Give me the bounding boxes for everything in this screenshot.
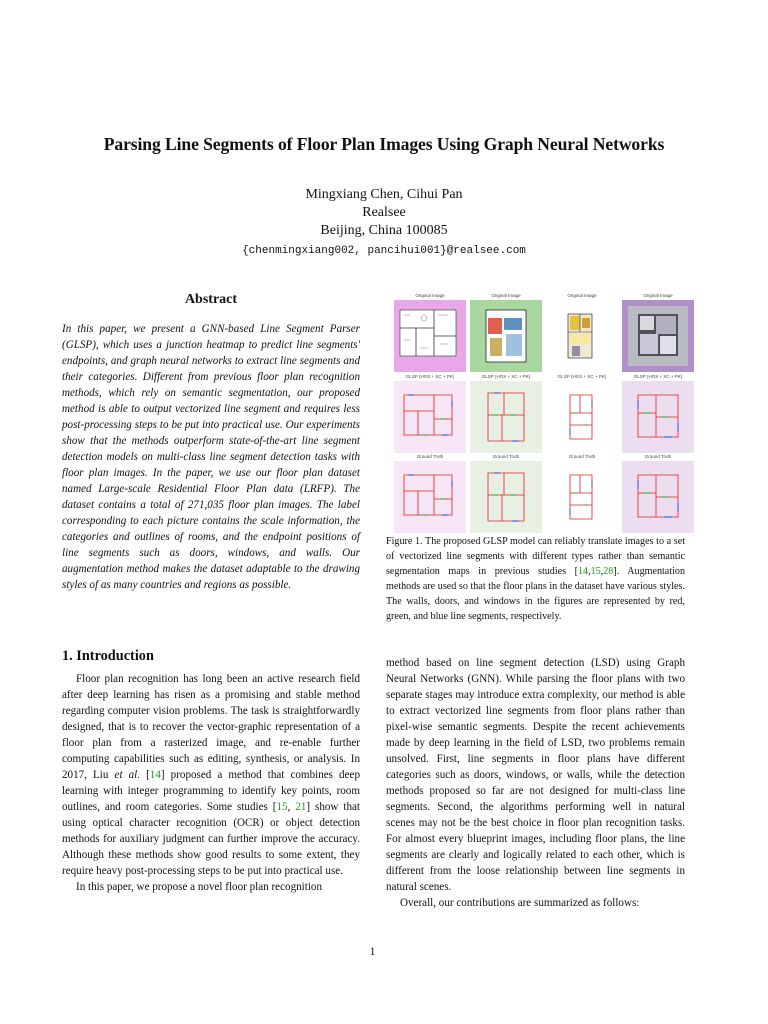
intro-paragraph-3: method based on line segment detection (LSD) using Graph Neural Networks (GNN). While parsing the floor plans with two separate stages may introduce extra complexity, our method is able to extract vectorized line segments from floor plans rather than pixel-wise semantic segments. Despite the recent achievements made by deep learning in the field of LSD, two problems remain unsolved. First, line segments in floor plans have different categories such as doors, windows, or walls, while the detection methods proposed so far are not designed for multi-class line segments. Second, the algorithms performing well in natural scenes may not be the best choice in floor plan recognition tasks. For almost every blueprint images, including floor plans, the line segments are clearly and logically related to each other, which is different from the loose relationship between line segments in natural scenes. bbox=[386, 657, 685, 893]
row-label: Original Image bbox=[567, 293, 597, 298]
original-image-3 bbox=[546, 293, 618, 372]
row-label: Ground Truth bbox=[644, 454, 672, 459]
ground-truth-panel-4 bbox=[622, 454, 694, 533]
intro-text: Floor plan recognition has long been an active research field after deep learning has risen as a promising and stable method regarding computer vision problems. The task is straightforwardly designed, that is to recover the vector-graphic representation of a floor plan from a rasterized image, and re-enable further computing capabilities such as editing, synthesis, or analysis. In 2017, Liu bbox=[62, 673, 360, 781]
intro-right-column bbox=[386, 655, 685, 911]
citation-link[interactable]: 15 bbox=[276, 801, 288, 813]
row-label: Original Image bbox=[491, 293, 521, 298]
page-number: 1 bbox=[369, 946, 376, 958]
citation-link[interactable]: 28 bbox=[603, 566, 614, 577]
original-image-2 bbox=[470, 293, 542, 372]
ground-truth-panel-3 bbox=[546, 454, 618, 533]
location: Beijing, China 100085 bbox=[320, 223, 448, 238]
authors: Mingxiang Chen, Cihui Pan bbox=[305, 187, 463, 202]
row-label: Original Image bbox=[415, 293, 445, 298]
row-label: Ground Truth bbox=[492, 454, 520, 459]
row-label: Ground Truth bbox=[416, 454, 444, 459]
email-line bbox=[0, 241, 768, 260]
figure-caption bbox=[386, 534, 685, 624]
caption-sep: , bbox=[600, 566, 604, 577]
intro-paragraph-1 bbox=[62, 671, 360, 879]
intro-paragraph-2: In this paper, we propose a novel floor plan recognition bbox=[76, 881, 323, 893]
prediction-panel-4 bbox=[622, 374, 694, 453]
original-image-4 bbox=[622, 293, 694, 372]
citation-link[interactable]: 14 bbox=[578, 566, 589, 577]
row-label: GLSP (HGS + SC + PK) bbox=[557, 374, 607, 379]
original-image-1 bbox=[394, 293, 466, 372]
ground-truth-panel-1 bbox=[394, 454, 466, 533]
row-label: GLSP (HGS + SC + PK) bbox=[481, 374, 531, 379]
figure-1 bbox=[394, 290, 694, 524]
intro-text: , bbox=[287, 801, 296, 813]
email: {chenmingxiang002, pancihui001}@realsee.com bbox=[242, 245, 526, 257]
row-label: Original Image bbox=[643, 293, 673, 298]
citation-link[interactable]: 15 bbox=[590, 566, 601, 577]
affiliation: Realsee bbox=[362, 205, 406, 220]
caption-text: Figure 1. The proposed GLSP model can reliably translate images to a set of vectorized line segments with different types rather than semantic segmentation maps in previous studies [ bbox=[386, 536, 685, 577]
prediction-panel-2 bbox=[470, 374, 542, 453]
intro-text: ] show that using optical character recognition (OCR) or object detection methods for auxiliary judgment can further improve the accuracy. Although these methods show good results to some extent, they require heavy post-processing steps to be put into practical use. bbox=[62, 801, 360, 877]
row-label: GLSP (HGS + SC + PK) bbox=[405, 374, 455, 379]
intro-text: ] proposed a method that combines deep learning with integer programming to identify key points, room outlines, and room categories. Some studies [ bbox=[62, 769, 360, 813]
row-label: GLSP (HGS + SC + PK) bbox=[633, 374, 683, 379]
caption-text: ]. Augmentation methods are used so that the floor plans in the dataset have various styles. The walls, doors, and windows in the figures are represented by red, green, and blue line segments, respectively. bbox=[386, 566, 685, 622]
intro-paragraph-4: Overall, our contributions are summarized as follows: bbox=[400, 897, 640, 909]
caption-sep: , bbox=[588, 566, 591, 577]
abstract-text: In this paper, we present a GNN-based Line Segment Parser (GLSP), which uses a junction heatmap to predict line segments' endpoints, and graph neural networks to extract line segments and their categories. Different from previous floor plan recognition methods, which rely on semantic segmentation, our proposed method is able to output vectorized line segment and requires less post-processing steps to be put into practical use. Our experiments show that the methods outperform state-of-the-art line segment detection models on multi-class line segment detection tasks with floor plan images. In the paper, we use our floor plan dataset named Large-scale Residential Floor Plan data (LRFP). The dataset contains a total of 271,035 floor plan images. The label corresponding to each picture contains the scale information, the categories and outlines of rooms, and the endpoint positions of line segments such as doors, windows, and walls. Our augmentation method makes the dataset adaptable to the drawing styles of as many countries and regions as possible. bbox=[62, 323, 360, 591]
citation-link[interactable]: 14 bbox=[149, 769, 161, 781]
intro-left-column bbox=[62, 671, 360, 895]
intro-text: et al. bbox=[114, 769, 141, 781]
intro-text: [ bbox=[140, 769, 150, 781]
abstract-heading: Abstract bbox=[184, 292, 238, 307]
section-heading-introduction: 1. Introduction bbox=[62, 648, 154, 664]
ground-truth-panel-2 bbox=[470, 454, 542, 533]
prediction-panel-1 bbox=[394, 374, 466, 453]
citation-link[interactable]: 21 bbox=[295, 801, 307, 813]
paper-title: Parsing Line Segments of Floor Plan Images Using Graph Neural Networks bbox=[103, 134, 665, 154]
prediction-panel-3 bbox=[546, 374, 618, 453]
row-label: Ground Truth bbox=[568, 454, 596, 459]
